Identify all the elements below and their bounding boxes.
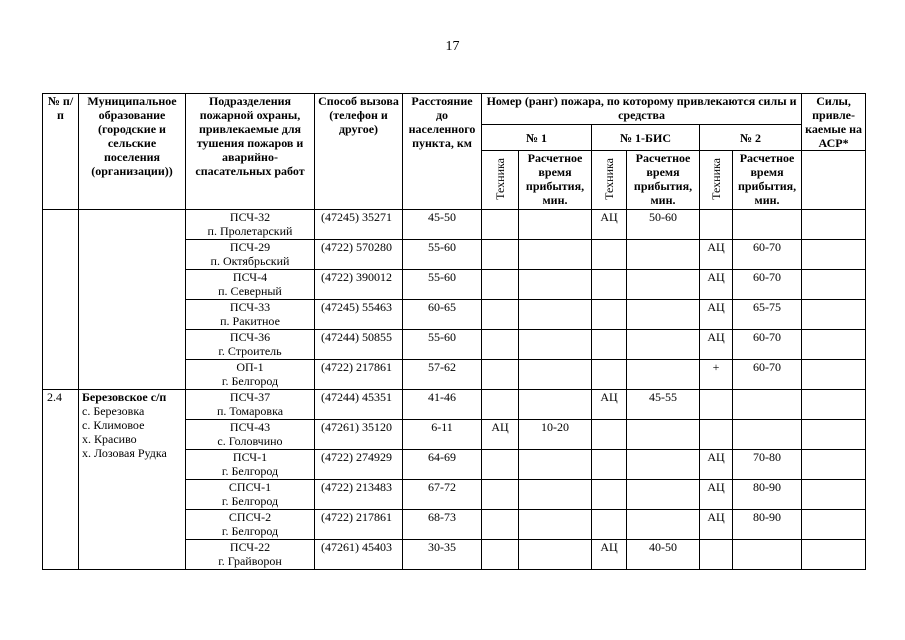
unit-name: ПСЧ-29 bbox=[229, 240, 271, 254]
cell-time-2: 60-70 bbox=[733, 240, 802, 270]
cell-asr bbox=[802, 510, 866, 540]
settlement: с. Климовое bbox=[82, 418, 145, 432]
header-tech-2-label: Техника bbox=[709, 157, 723, 200]
cell-time-1bis bbox=[627, 270, 700, 300]
cell-unit bbox=[186, 450, 315, 480]
cell-tech-1 bbox=[482, 240, 519, 270]
cell-tech-1bis bbox=[592, 360, 627, 390]
cell-asr bbox=[802, 240, 866, 270]
cell-time-1bis bbox=[627, 360, 700, 390]
cell-tech-2: + bbox=[700, 360, 733, 390]
unit-name: СПСЧ-1 bbox=[228, 480, 272, 494]
cell-time-2 bbox=[733, 390, 802, 420]
cell-distance: 45-50 bbox=[403, 210, 482, 240]
cell-asr bbox=[802, 210, 866, 240]
unit-name: ПСЧ-22 bbox=[229, 540, 271, 554]
cell-tech-2: АЦ bbox=[700, 270, 733, 300]
cell-phone: (47261) 45403 bbox=[315, 540, 403, 570]
cell-tech-1bis bbox=[592, 270, 627, 300]
cell-phone: (47245) 35271 bbox=[315, 210, 403, 240]
municipality-name: Березовское с/п bbox=[82, 390, 167, 404]
unit-place: г. Белгород bbox=[221, 524, 279, 538]
cell-tech-1: АЦ bbox=[482, 420, 519, 450]
cell-unit bbox=[186, 330, 315, 360]
cell-tech-1 bbox=[482, 390, 519, 420]
unit-name: ПСЧ-43 bbox=[229, 420, 271, 434]
cell-tech-2: АЦ bbox=[700, 300, 733, 330]
cell-tech-1bis bbox=[592, 480, 627, 510]
page-number: 17 bbox=[445, 39, 460, 54]
header-municipality: Муниципальное образование (городские и сельские поселения (организации)) bbox=[79, 94, 186, 210]
header-tech-1bis bbox=[592, 151, 627, 210]
fire-forces-table bbox=[42, 93, 866, 570]
cell-unit bbox=[186, 210, 315, 240]
cell-distance: 55-60 bbox=[403, 270, 482, 300]
cell-distance: 6-11 bbox=[403, 420, 482, 450]
cell-unit bbox=[186, 360, 315, 390]
header-tech-1 bbox=[482, 151, 519, 210]
cell-time-1 bbox=[519, 240, 592, 270]
header-rank-1: № 1 bbox=[482, 125, 592, 151]
cell-phone: (4722) 570280 bbox=[315, 240, 403, 270]
table-header bbox=[43, 94, 866, 210]
unit-name: СПСЧ-2 bbox=[228, 510, 272, 524]
cell-time-1 bbox=[519, 330, 592, 360]
cell-tech-1 bbox=[482, 510, 519, 540]
cell-unit bbox=[186, 240, 315, 270]
cell-phone: (4722) 217861 bbox=[315, 510, 403, 540]
cell-unit bbox=[186, 510, 315, 540]
unit-place: п. Северный bbox=[218, 284, 282, 298]
cell-tech-2: АЦ bbox=[700, 480, 733, 510]
header-time-2: Расчетное время прибытия, мин. bbox=[733, 151, 802, 210]
settlement: х. Лозовая Рудка bbox=[82, 446, 167, 460]
header-time-1: Расчетное время прибытия, мин. bbox=[519, 151, 592, 210]
cell-tech-1 bbox=[482, 300, 519, 330]
cell-asr bbox=[802, 390, 866, 420]
header-unit: Подразделения пожарной охраны, привлекаемые для тушения пожаров и аварийно-спасательных работ bbox=[186, 94, 315, 210]
cell-distance: 41-46 bbox=[403, 390, 482, 420]
unit-place: с. Головчино bbox=[217, 434, 283, 448]
header-num: № п/п bbox=[43, 94, 79, 210]
cell-time-1bis bbox=[627, 450, 700, 480]
cell-time-2: 60-70 bbox=[733, 270, 802, 300]
unit-place: п. Томаровка bbox=[216, 404, 284, 418]
cell-asr bbox=[802, 450, 866, 480]
cell-num-group: 2.4 bbox=[43, 390, 79, 570]
cell-time-2 bbox=[733, 420, 802, 450]
cell-tech-1 bbox=[482, 540, 519, 570]
cell-time-1bis bbox=[627, 480, 700, 510]
cell-phone: (4722) 217861 bbox=[315, 360, 403, 390]
unit-name: ПСЧ-33 bbox=[229, 300, 271, 314]
cell-tech-1 bbox=[482, 480, 519, 510]
cell-tech-1bis bbox=[592, 300, 627, 330]
cell-time-2: 80-90 bbox=[733, 510, 802, 540]
cell-tech-1 bbox=[482, 450, 519, 480]
cell-tech-1bis: АЦ bbox=[592, 540, 627, 570]
cell-time-1bis bbox=[627, 420, 700, 450]
cell-tech-1bis bbox=[592, 450, 627, 480]
cell-distance: 55-60 bbox=[403, 240, 482, 270]
header-time-1bis: Расчетное время прибытия, мин. bbox=[627, 151, 700, 210]
cell-time-2: 60-70 bbox=[733, 330, 802, 360]
unit-name: ОП-1 bbox=[236, 360, 264, 374]
cell-time-1bis bbox=[627, 240, 700, 270]
cell-tech-1bis bbox=[592, 330, 627, 360]
cell-asr bbox=[802, 420, 866, 450]
cell-municipality-group bbox=[79, 390, 186, 570]
cell-asr bbox=[802, 480, 866, 510]
table-row bbox=[43, 390, 866, 420]
cell-asr bbox=[802, 300, 866, 330]
cell-time-1 bbox=[519, 450, 592, 480]
cell-time-1 bbox=[519, 210, 592, 240]
cell-tech-2 bbox=[700, 540, 733, 570]
cell-phone: (4722) 274929 bbox=[315, 450, 403, 480]
cell-distance: 67-72 bbox=[403, 480, 482, 510]
unit-name: ПСЧ-36 bbox=[229, 330, 271, 344]
unit-place: п. Ракитное bbox=[220, 314, 280, 328]
cell-time-1bis bbox=[627, 510, 700, 540]
header-tech-1bis-label: Техника bbox=[602, 157, 616, 200]
cell-distance: 60-65 bbox=[403, 300, 482, 330]
unit-place: г. Белгород bbox=[221, 464, 279, 478]
unit-name: ПСЧ-4 bbox=[232, 270, 268, 284]
cell-unit bbox=[186, 540, 315, 570]
header-tech-2 bbox=[700, 151, 733, 210]
table-row bbox=[43, 210, 866, 240]
cell-tech-1 bbox=[482, 270, 519, 300]
cell-asr bbox=[802, 270, 866, 300]
cell-tech-2 bbox=[700, 210, 733, 240]
cell-time-2: 70-80 bbox=[733, 450, 802, 480]
cell-phone: (4722) 390012 bbox=[315, 270, 403, 300]
cell-time-1 bbox=[519, 360, 592, 390]
unit-name: ПСЧ-32 bbox=[229, 210, 271, 224]
cell-municipality bbox=[79, 210, 186, 390]
cell-time-1 bbox=[519, 540, 592, 570]
unit-place: г. Грайворон bbox=[218, 554, 282, 568]
cell-tech-1 bbox=[482, 360, 519, 390]
cell-tech-1bis bbox=[592, 510, 627, 540]
cell-tech-2 bbox=[700, 390, 733, 420]
unit-place: г. Белгород bbox=[221, 374, 279, 388]
cell-time-1bis: 40-50 bbox=[627, 540, 700, 570]
cell-asr bbox=[802, 330, 866, 360]
unit-name: ПСЧ-1 bbox=[232, 450, 268, 464]
cell-time-1bis: 50-60 bbox=[627, 210, 700, 240]
cell-time-1 bbox=[519, 510, 592, 540]
cell-phone: (47261) 35120 bbox=[315, 420, 403, 450]
settlement: х. Красиво bbox=[82, 432, 137, 446]
unit-place: п. Пролетарский bbox=[207, 224, 293, 238]
cell-unit bbox=[186, 480, 315, 510]
cell-num bbox=[43, 210, 79, 390]
header-rank: Номер (ранг) пожара, по которому привлекаются силы и средства bbox=[482, 94, 802, 125]
cell-time-2: 65-75 bbox=[733, 300, 802, 330]
cell-time-1bis: 45-55 bbox=[627, 390, 700, 420]
header-asr: Силы, привле-каемые на АСР* bbox=[802, 94, 866, 151]
cell-tech-1bis bbox=[592, 240, 627, 270]
cell-time-1bis bbox=[627, 300, 700, 330]
cell-time-2: 80-90 bbox=[733, 480, 802, 510]
cell-distance: 57-62 bbox=[403, 360, 482, 390]
cell-distance: 55-60 bbox=[403, 330, 482, 360]
cell-tech-1bis: АЦ bbox=[592, 390, 627, 420]
cell-distance: 30-35 bbox=[403, 540, 482, 570]
cell-phone: (47245) 55463 bbox=[315, 300, 403, 330]
cell-tech-2: АЦ bbox=[700, 450, 733, 480]
cell-tech-2 bbox=[700, 420, 733, 450]
cell-time-1 bbox=[519, 270, 592, 300]
cell-time-2: 60-70 bbox=[733, 360, 802, 390]
unit-place: г. Белгород bbox=[221, 494, 279, 508]
cell-tech-2: АЦ bbox=[700, 240, 733, 270]
unit-place: п. Октябрьский bbox=[210, 254, 290, 268]
cell-asr bbox=[802, 360, 866, 390]
header-rank-1bis: № 1-БИС bbox=[592, 125, 700, 151]
header-call: Способ вызова (телефон и другое) bbox=[315, 94, 403, 210]
header-asr-empty bbox=[802, 151, 866, 210]
cell-tech-2: АЦ bbox=[700, 330, 733, 360]
unit-place: г. Строитель bbox=[218, 344, 282, 358]
cell-distance: 68-73 bbox=[403, 510, 482, 540]
header-distance: Расстояние до населенного пункта, км bbox=[403, 94, 482, 210]
cell-time-1bis bbox=[627, 330, 700, 360]
cell-time-2 bbox=[733, 210, 802, 240]
cell-unit bbox=[186, 300, 315, 330]
cell-time-1 bbox=[519, 300, 592, 330]
cell-asr bbox=[802, 540, 866, 570]
cell-tech-1bis: АЦ bbox=[592, 210, 627, 240]
cell-tech-1bis bbox=[592, 420, 627, 450]
cell-time-1 bbox=[519, 390, 592, 420]
cell-tech-2: АЦ bbox=[700, 510, 733, 540]
cell-unit bbox=[186, 420, 315, 450]
table-body bbox=[43, 210, 866, 570]
cell-tech-1 bbox=[482, 330, 519, 360]
cell-phone: (47244) 45351 bbox=[315, 390, 403, 420]
cell-phone: (4722) 213483 bbox=[315, 480, 403, 510]
cell-time-2 bbox=[733, 540, 802, 570]
header-rank-2: № 2 bbox=[700, 125, 802, 151]
cell-unit bbox=[186, 270, 315, 300]
cell-time-1 bbox=[519, 480, 592, 510]
cell-tech-1 bbox=[482, 210, 519, 240]
header-tech-1-label: Техника bbox=[493, 157, 507, 200]
cell-distance: 64-69 bbox=[403, 450, 482, 480]
settlement: с. Березовка bbox=[82, 404, 145, 418]
cell-phone: (47244) 50855 bbox=[315, 330, 403, 360]
cell-unit bbox=[186, 390, 315, 420]
unit-name: ПСЧ-37 bbox=[229, 390, 271, 404]
cell-time-1: 10-20 bbox=[519, 420, 592, 450]
